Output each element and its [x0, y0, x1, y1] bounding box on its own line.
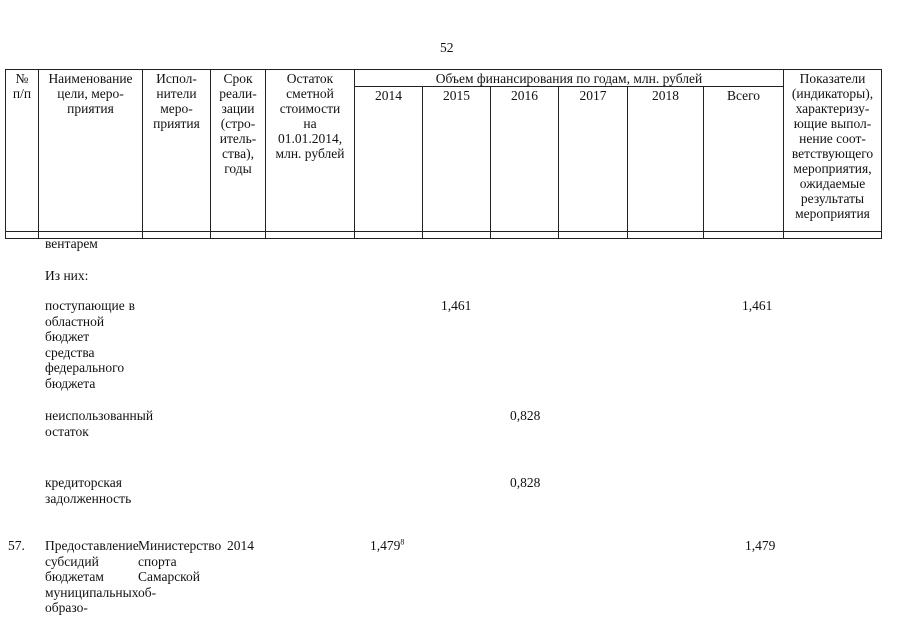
row-57-2014-value: 1,479$^8$: [370, 537, 405, 553]
unused-2016-value: 0,828: [510, 408, 541, 423]
header-rest: Остаток сметной стоимости на 01.01.2014, млн. рублей: [266, 70, 355, 232]
unused-label: неиспользованный остаток: [45, 408, 154, 439]
header-term: Срок реали- зации (стро- итель- ства), годы: [211, 70, 266, 232]
page-number: 52: [440, 40, 454, 55]
creditor-2016-value: 0,828: [510, 475, 541, 490]
header-indicators: Показатели (индикаторы), характеризу- ющие выпол- нение соот- ветствующего мероприятия, ожидаемые результаты мероприятия: [784, 70, 882, 232]
row-57-number: 57.: [8, 538, 25, 553]
footnote-mark: 8: [400, 537, 405, 547]
creditor-label: кредиторская задолженность: [45, 475, 132, 506]
continuation-text: вентарем: [45, 236, 98, 251]
header-num: № п/п: [6, 70, 39, 232]
header-total: Всего: [704, 87, 784, 232]
row-57-total-value: 1,479: [745, 538, 776, 553]
header-executor: Испол- нители меро- приятия: [143, 70, 211, 232]
header-year-2015: 2015: [423, 87, 491, 232]
row-57-term: 2014: [227, 538, 254, 553]
header-year-2017: 2017: [559, 87, 628, 232]
incoming-2015-value: 1,461: [441, 298, 472, 313]
row-57-executor: Министерство спорта Самарской об-: [138, 538, 222, 600]
header-financing: Объем финансирования по годам, млн. рублей: [355, 70, 784, 87]
row-57-name: Предоставление субсидий бюджетам муниципальных образо-: [45, 538, 139, 615]
of-them-label: Из них:: [45, 268, 89, 283]
header-year-2014: 2014: [355, 87, 423, 232]
header-year-2018: 2018: [628, 87, 704, 232]
incoming-total-value: 1,461: [742, 298, 773, 313]
header-year-2016: 2016: [491, 87, 559, 232]
header-name: Наименование цели, меро- приятия: [39, 70, 143, 232]
incoming-label: поступающие в областной бюджет средства федерального бюджета: [45, 298, 135, 391]
